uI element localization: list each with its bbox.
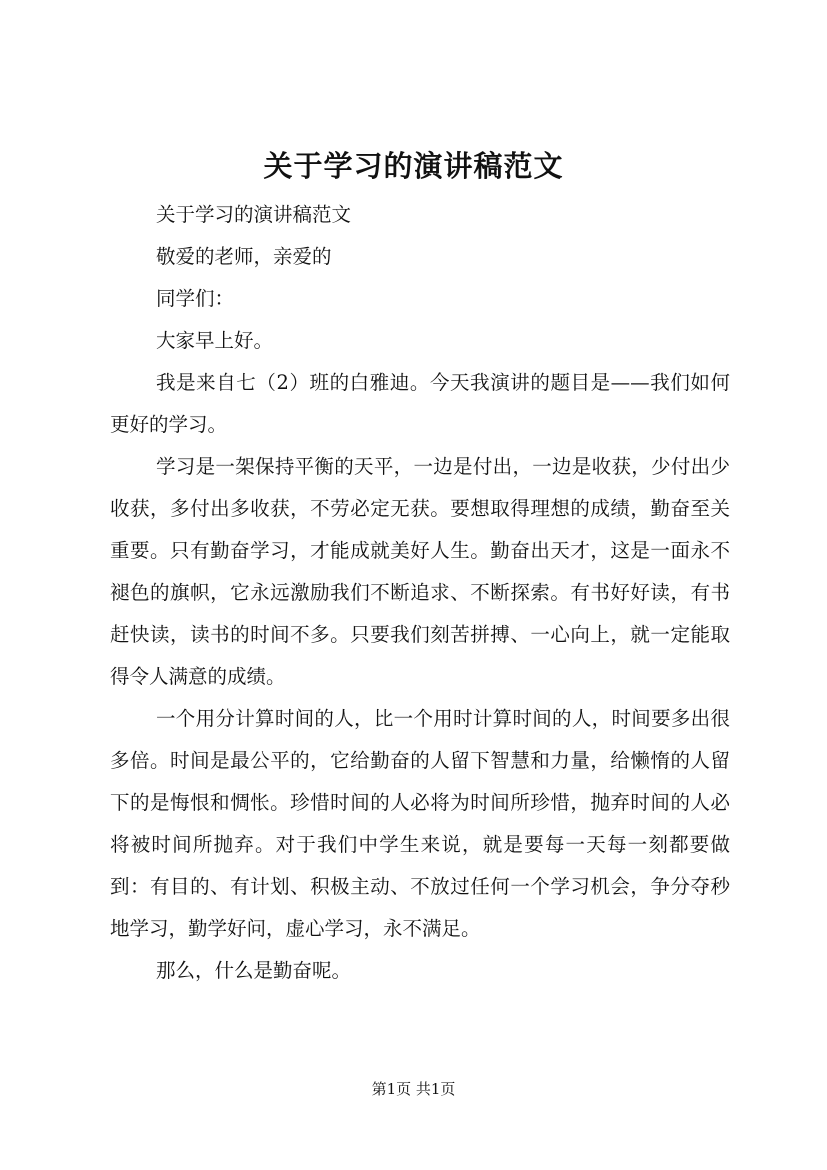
paragraph-question: 那么，什么是勤奋呢。: [156, 959, 352, 982]
paragraph-morning: 大家早上好。: [156, 329, 274, 352]
page-footer: 第1页 共1页: [371, 1080, 456, 1098]
document-title: 关于学习的演讲稿范文: [263, 149, 564, 183]
paragraph-diligence: 学习是一架保持平衡的天平，一边是付出，一边是收获，少付出少收获，多付出多收获，不劳必定无获。要想取得理想的成绩，勤奋至关重要。只有勤奋学习，才能成就美好人生。勤奋出天才，这是一面永不褪色的旗帜，它永远激励我们不断追求、不断探索。有书好好读，有书赶快读，读书的时间不多。只要我们刻苦拼搏、一心向上，就一定能取得令人满意的成绩。: [110, 455, 730, 688]
paragraph-greeting-1: 敬爱的老师，亲爱的: [156, 245, 332, 268]
paragraph-intro: 我是来自七（2）班的白雅迪。今天我演讲的题目是——我们如何更好的学习。: [110, 371, 730, 436]
paragraph-greeting-2: 同学们：: [156, 287, 235, 310]
paragraph-time: 一个用分计算时间的人，比一个用时计算时间的人，时间要多出很多倍。时间是最公平的，它给勤奋的人留下智慧和力量，给懒惰的人留下的是悔恨和惆怅。珍惜时间的人必将为时间所珍惜，抛弃时间的人必将被时间所抛弃。对于我们中学生来说，就是要每一天每一刻都要做到：有目的、有计划、积极主动、不放过任何一个学习机会，争分夺秒地学习，勤学好问，虚心学习，永不满足。: [110, 707, 730, 940]
document-body: [110, 194, 730, 992]
paragraph-heading-repeat: 关于学习的演讲稿范文: [156, 203, 352, 226]
